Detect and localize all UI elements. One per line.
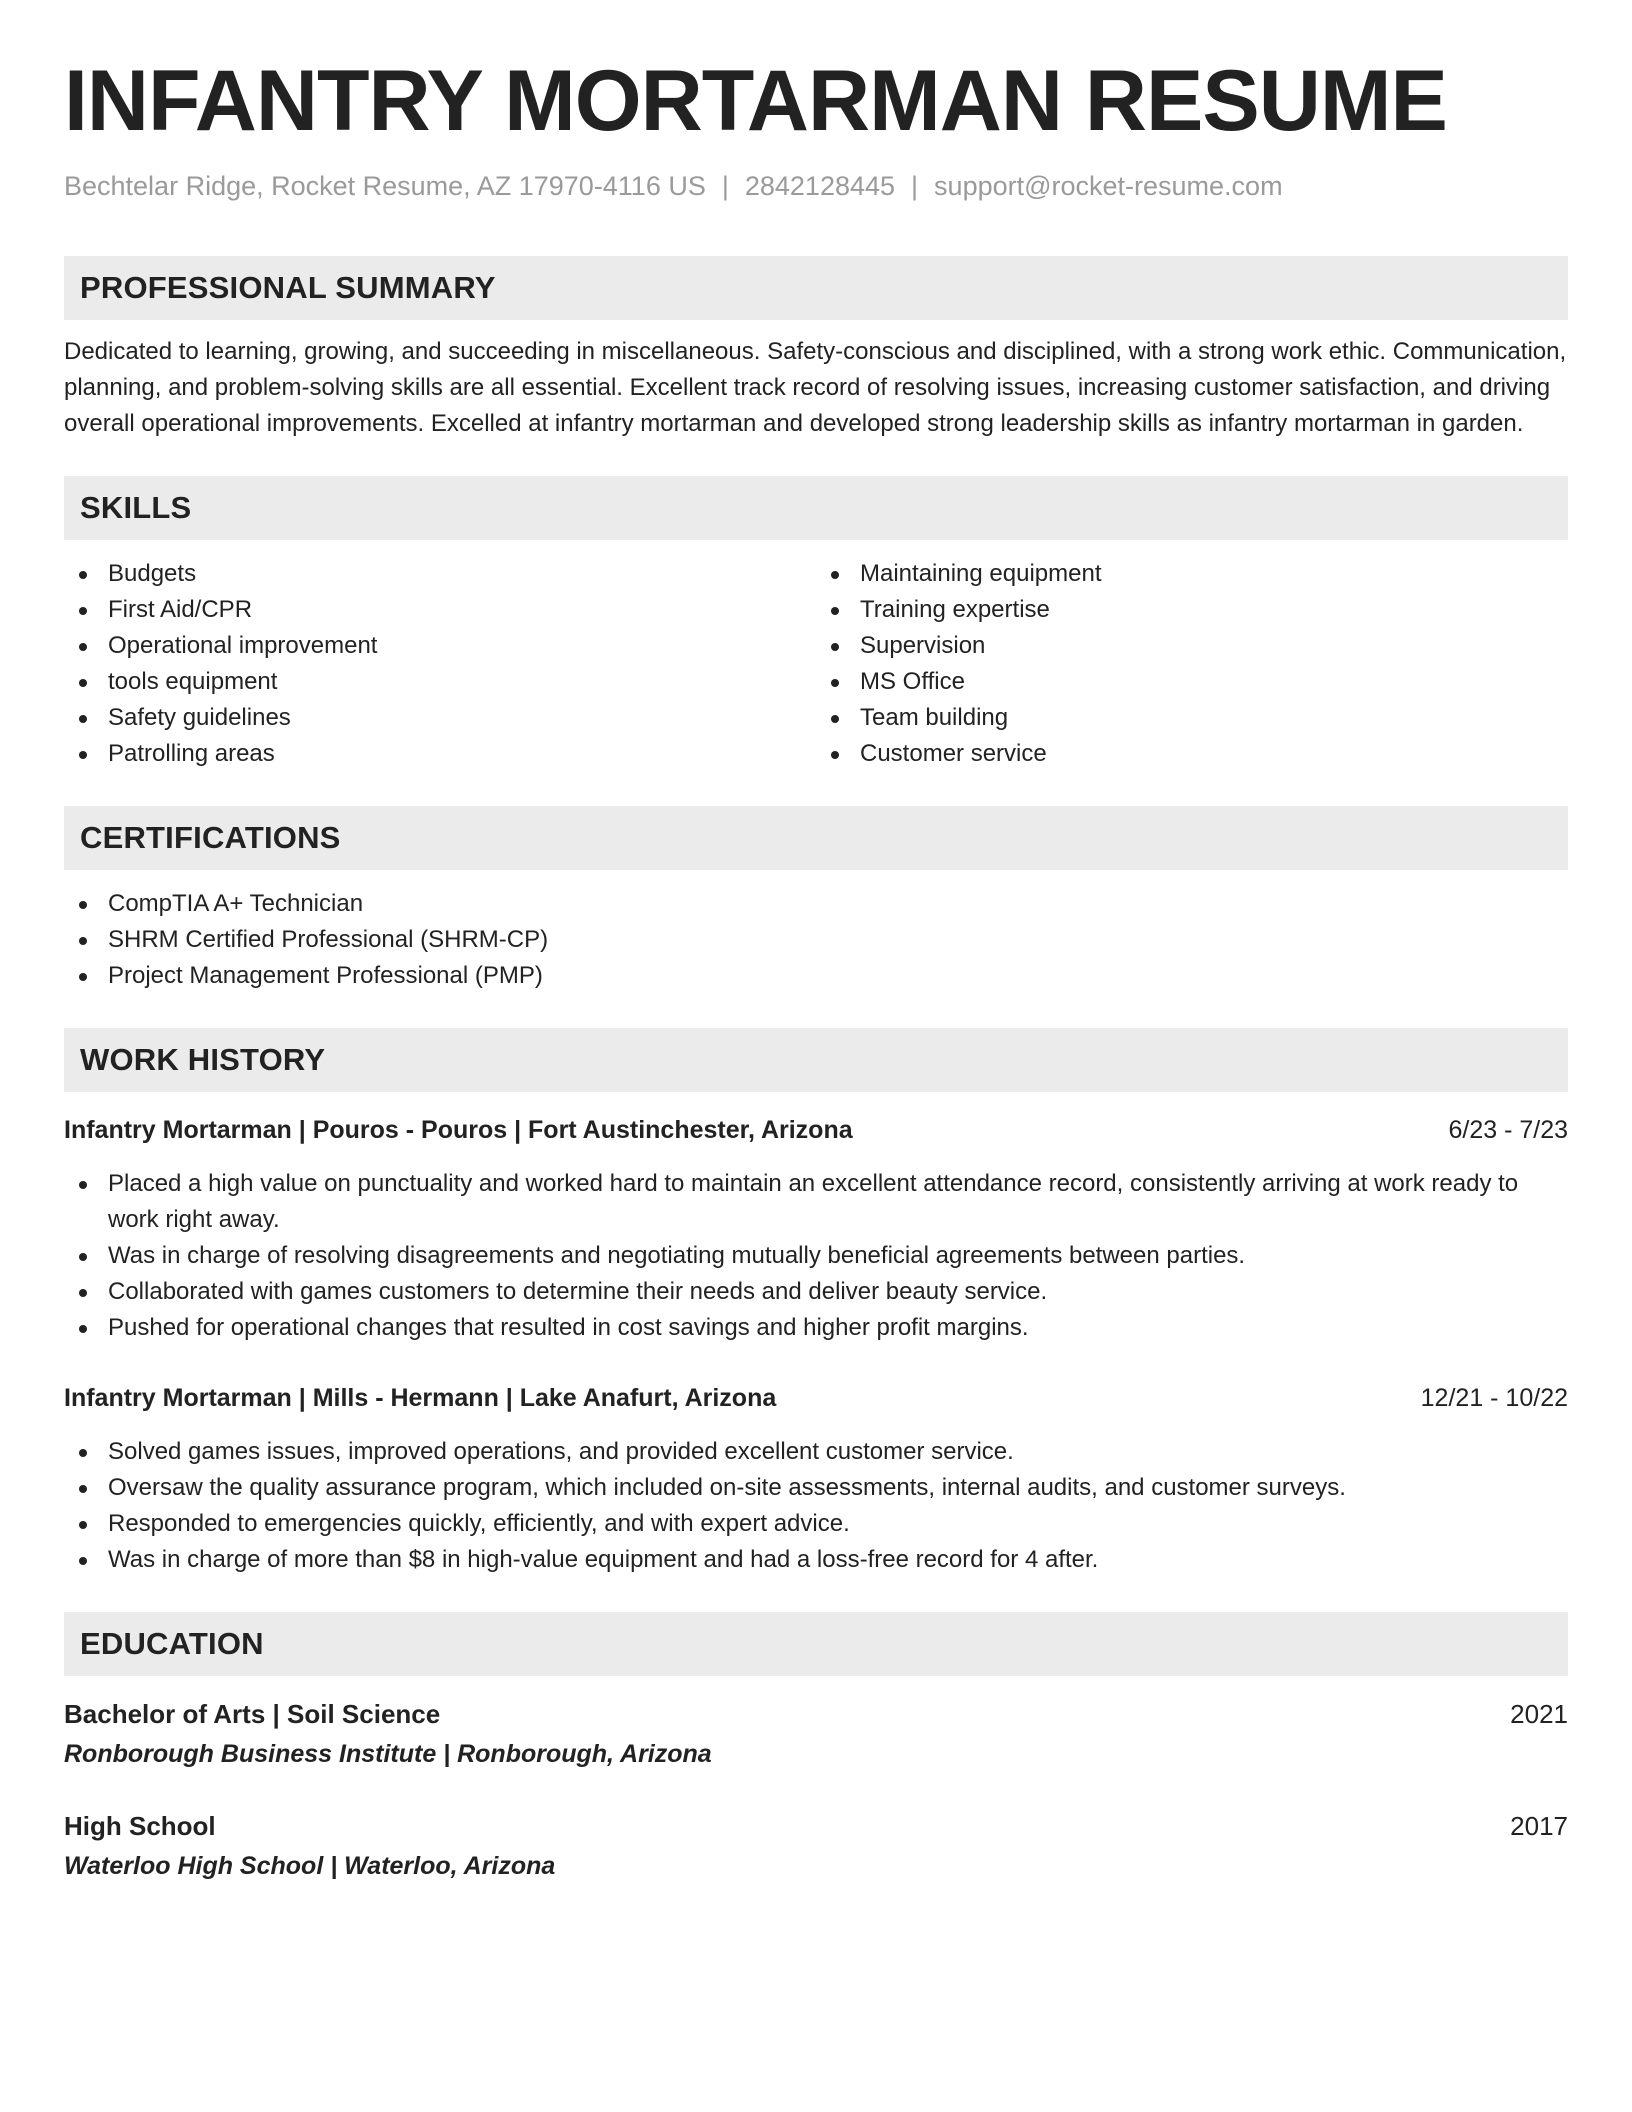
education-section-header [64,1612,1568,1676]
skill-item: MS Office [816,664,1568,700]
job-entry [64,1380,1568,1578]
education-year: 2021 [1510,1698,1568,1729]
certification-item: CompTIA A+ Technician [64,886,1568,922]
contact-phone: 2842128445 [744,170,896,201]
certification-item: Project Management Professional (PMP) [64,958,1568,994]
certifications-heading: CERTIFICATIONS [80,819,341,855]
education-school: Ronborough Business Institute | Ronborough, Arizona [64,1739,712,1768]
job-duties-list [64,1166,1568,1346]
education-entry [64,1808,1568,1884]
summary-section-header [64,256,1568,320]
certifications-list [64,886,1568,994]
skill-item: Supervision [816,628,1568,664]
job-duties-list [64,1434,1568,1578]
contact-line [64,169,1568,204]
skill-item: Budgets [64,556,816,592]
certification-item: SHRM Certified Professional (SHRM-CP) [64,922,1568,958]
education-heading: EDUCATION [80,1625,264,1661]
job-duty-item: Collaborated with games customers to determine their needs and deliver beauty service. [64,1274,1568,1310]
skills-columns [64,556,1568,772]
summary-heading: PROFESSIONAL SUMMARY [80,269,496,305]
job-duty-item: Responded to emergencies quickly, efficiently, and with expert advice. [64,1506,1568,1542]
contact-separator: | [911,170,919,201]
skill-item: Operational improvement [64,628,816,664]
education-year: 2017 [1510,1810,1568,1841]
summary-text: Dedicated to learning, growing, and succeeding in miscellaneous. Safety-conscious and disciplined, with a strong work ethic. Communication, planning, and problem-solving skills are all essential. Excellent track record of resolving issues, increasing customer satisfaction, and driving overall operational improvements. Excelled at infantry mortarman and developed strong leadership skills as infantry mortarman in garden. [64,337,1567,437]
education-entry [64,1696,1568,1772]
skill-item: Safety guidelines [64,700,816,736]
education-header [64,1696,1568,1732]
work-history-heading: WORK HISTORY [80,1041,326,1077]
job-entry [64,1112,1568,1346]
work-history-section-header [64,1028,1568,1092]
skills-heading: SKILLS [80,489,192,525]
job-dates: 12/21 - 10/22 [1420,1383,1568,1412]
contact-address: Bechtelar Ridge, Rocket Resume, AZ 17970-4116 US [64,170,706,201]
job-duty-item: Was in charge of more than $8 in high-value equipment and had a loss-free record for 4 after. [64,1542,1568,1578]
skill-item: First Aid/CPR [64,592,816,628]
job-duty-item: Was in charge of resolving disagreements and negotiating mutually beneficial agreements between parties. [64,1238,1568,1274]
job-title: Infantry Mortarman | Mills - Hermann | Lake Anafurt, Arizona [64,1383,777,1412]
job-title: Infantry Mortarman | Pouros - Pouros | Fort Austinchester, Arizona [64,1115,853,1144]
job-duty-item: Placed a high value on punctuality and worked hard to maintain an excellent attendance record, consistently arriving at work ready to work right away. [64,1166,1568,1238]
education-degree: High School [64,1810,216,1841]
job-header [64,1380,1568,1416]
skill-item: tools equipment [64,664,816,700]
resume-title: INFANTRY MORTARMAN RESUME [64,53,1447,149]
skills-list-right [816,556,1568,772]
skills-list-left [64,556,816,772]
job-duty-item: Solved games issues, improved operations, and provided excellent customer service. [64,1434,1568,1470]
skill-item: Team building [816,700,1568,736]
contact-email: support@rocket-resume.com [934,170,1283,201]
contact-separator: | [721,170,729,201]
education-degree: Bachelor of Arts | Soil Science [64,1698,441,1729]
education-school: Waterloo High School | Waterloo, Arizona [64,1851,556,1880]
skill-item: Customer service [816,736,1568,772]
skill-item: Maintaining equipment [816,556,1568,592]
education-header [64,1808,1568,1844]
job-duty-item: Pushed for operational changes that resulted in cost savings and higher profit margins. [64,1310,1568,1346]
job-duty-item: Oversaw the quality assurance program, which included on-site assessments, internal audits, and customer surveys. [64,1470,1568,1506]
job-header [64,1112,1568,1148]
job-dates: 6/23 - 7/23 [1448,1115,1568,1144]
skill-item: Training expertise [816,592,1568,628]
skill-item: Patrolling areas [64,736,816,772]
skills-section-header [64,476,1568,540]
certifications-section-header [64,806,1568,870]
